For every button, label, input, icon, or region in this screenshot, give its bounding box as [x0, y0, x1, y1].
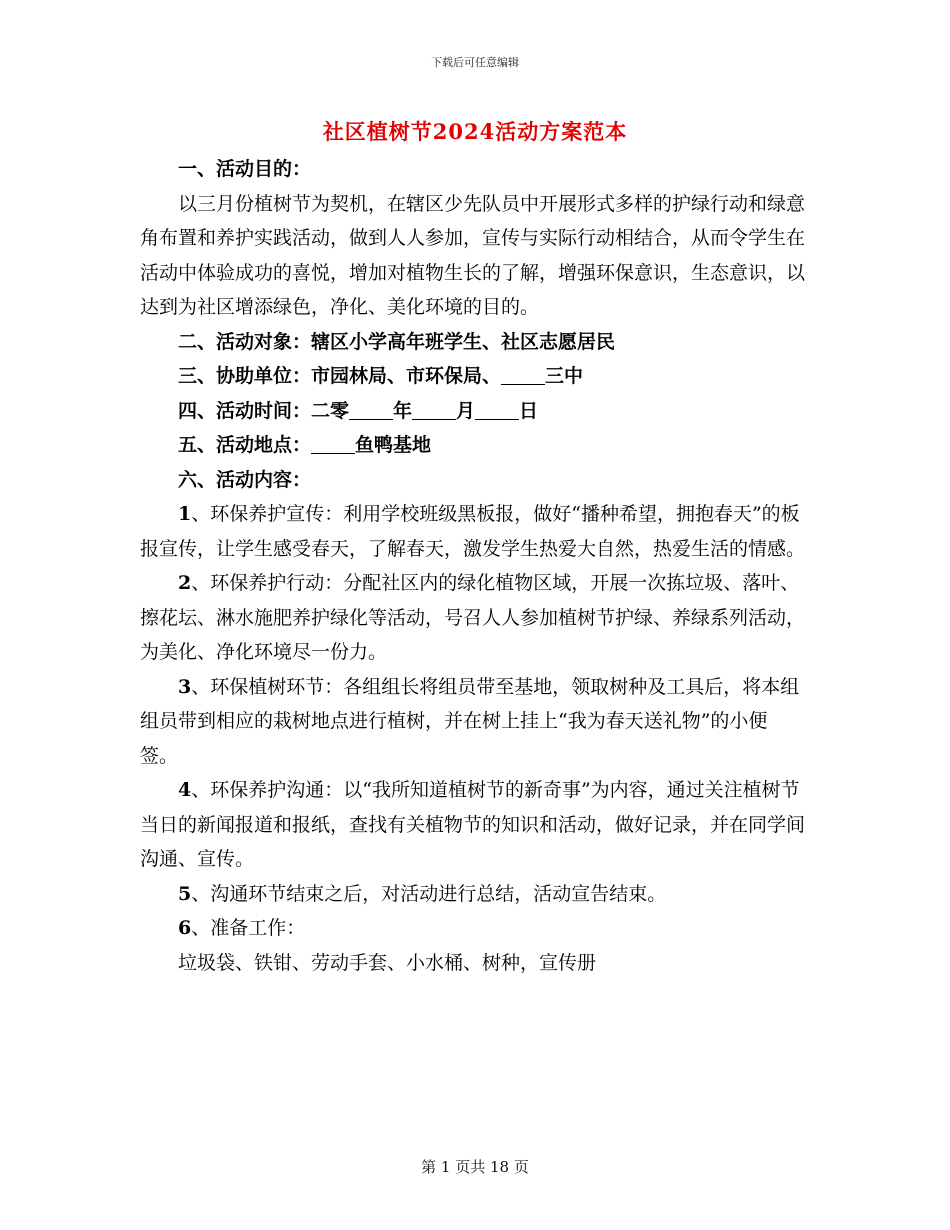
item-text: 、沟通环节结束之后，对活动进行总结，活动宣告结束。	[191, 882, 667, 905]
item-number: 6	[178, 917, 192, 939]
time-month: 月	[456, 399, 476, 422]
content-item-2	[140, 566, 805, 670]
fill-blank	[501, 366, 545, 385]
content-item-4	[140, 773, 805, 877]
partners-suffix: 三中	[545, 365, 584, 387]
item-text: 、准备工作：	[191, 917, 306, 939]
item-number: 5	[178, 882, 192, 905]
item-text: 、环保养护行动：分配社区内的绿化植物区域，开展一次拣垃圾、落叶、擦花坛、淋水施肥养护绿化等活动，号召人人参加植树节护绿、养绿系列活动，为美化、净化环境尽一份力。	[140, 572, 806, 663]
partners-prefix: 三、协助单位：市园林局、市环保局、	[178, 365, 502, 387]
fill-blank-month	[412, 401, 456, 420]
fill-blank-day	[475, 401, 519, 420]
page-number-footer: 第 1 页共 18 页	[421, 1158, 529, 1176]
time-prefix: 四、活动时间：二零	[178, 399, 350, 422]
section-partners	[140, 359, 805, 394]
item-number: 3	[178, 675, 192, 698]
content-item-6	[140, 911, 805, 946]
content-item-1	[140, 497, 805, 566]
header-note: 下载后可任意编辑	[431, 56, 519, 69]
item-text: 、环保植树环节：各组组长将组员带至基地，领取树种及工具后，将本组组员带到相应的栽树地点进行植树，并在树上挂上“我为春天送礼物”的小便签。	[140, 675, 800, 767]
document-title: 社区植树节2024活动方案范本	[322, 119, 628, 144]
section-heading-content: 六、活动内容：	[178, 468, 312, 491]
item-text: 、环保养护沟通：以“我所知道植树节的新奇事”为内容，通过关注植树节当日的新闻报道和报纸，查找有关植物节的知识和活动，做好记录，并在同学间沟通、宣传。	[140, 779, 806, 870]
section-time	[140, 394, 805, 429]
time-day: 日	[519, 399, 539, 422]
item-number: 1	[178, 503, 192, 525]
item-number: 2	[178, 572, 192, 594]
item-number: 4	[178, 779, 192, 801]
time-year: 年	[393, 399, 413, 422]
supplies-list: 垃圾袋、铁钳、劳动手套、小水桶、树种，宣传册	[178, 951, 597, 974]
section-participants: 二、活动对象：辖区小学高年班学生、社区志愿居民	[178, 330, 616, 353]
location-suffix: 鱼鸭基地	[355, 434, 432, 456]
location-prefix: 五、活动地点：	[178, 434, 312, 456]
section-location	[140, 428, 805, 463]
section-body-purpose: 以三月份植树节为契机，在辖区少先队员中开展形式多样的护绿行动和绿意角布置和养护实践活动，做到人人参加，宣传与实际行动相结合，从而令学生在活动中体验成功的喜悦，增加对植物生长的了解，增强环保意识，生态意识，以达到为社区增添绿色，净化、美化环境的目的。	[140, 192, 806, 318]
content-item-3	[140, 670, 805, 774]
fill-blank-year	[349, 401, 393, 420]
content-item-5	[140, 877, 805, 912]
item-text: 、环保养护宣传：利用学校班级黑板报，做好“播种希望，拥抱春天”的板报宣传，让学生感受春天，了解春天，激发学生热爱大自然，热爱生活的情感。	[140, 503, 806, 560]
fill-blank-location	[311, 435, 355, 454]
section-heading-purpose: 一、活动目的：	[178, 158, 312, 180]
document-body	[140, 152, 805, 980]
